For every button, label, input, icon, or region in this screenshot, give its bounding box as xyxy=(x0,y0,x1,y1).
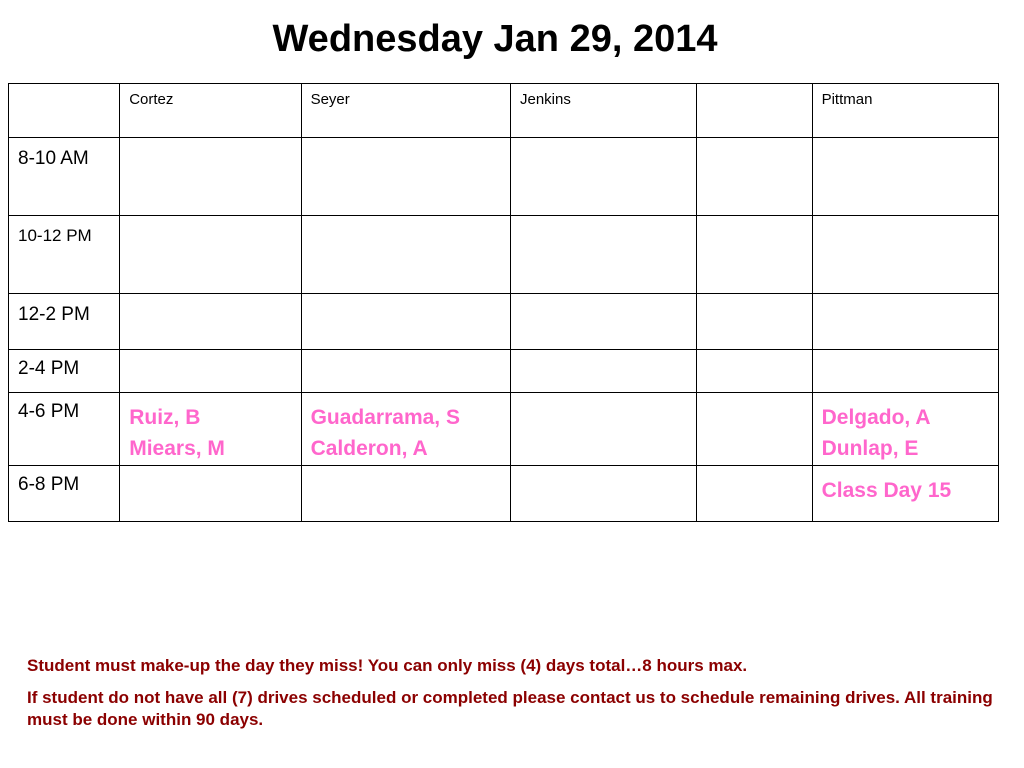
table-row xyxy=(9,294,999,350)
notes-section xyxy=(27,655,997,741)
header-cell-jenkins xyxy=(511,84,697,138)
instructor-name: Jenkins xyxy=(520,91,571,108)
time-slot-cell: 2-4 PM xyxy=(9,350,120,393)
schedule-cell xyxy=(120,138,301,216)
table-row xyxy=(9,350,999,393)
schedule-cell xyxy=(301,350,510,393)
schedule-cell xyxy=(697,294,812,350)
table-row xyxy=(9,393,999,466)
student-name: Ruiz, B xyxy=(129,406,201,429)
table-row xyxy=(9,216,999,294)
schedule-cell xyxy=(812,138,998,216)
student-entry xyxy=(302,393,510,464)
student-entry xyxy=(120,393,300,464)
schedule-cell xyxy=(812,350,998,393)
instructor-name: Cortez xyxy=(129,91,174,108)
schedule-cell xyxy=(120,466,301,522)
student-entry xyxy=(813,393,998,464)
student-name: Dunlap, E xyxy=(821,437,919,460)
header-cell-blank xyxy=(697,84,812,138)
schedule-cell xyxy=(812,393,998,466)
schedule-cell xyxy=(812,294,998,350)
schedule-cell xyxy=(120,216,301,294)
page-title: Wednesday Jan 29, 2014 xyxy=(272,18,718,60)
makeup-note: Student must make-up the day they miss! You can only miss (4) days total…8 hours max. xyxy=(27,656,748,675)
schedule-cell xyxy=(697,350,812,393)
student-name: Delgado, A xyxy=(821,406,931,429)
schedule-cell xyxy=(697,466,812,522)
schedule-cell xyxy=(301,138,510,216)
schedule-cell xyxy=(511,393,697,466)
schedule-cell xyxy=(511,466,697,522)
student-name: Guadarrama, S xyxy=(310,406,460,429)
header-cell-pittman xyxy=(812,84,998,138)
class-day-entry: Class Day 15 xyxy=(821,479,952,502)
drives-note: If student do not have all (7) drives scheduled or completed please contact us to schedule remaining drives. All training must be done within 90 days. xyxy=(27,688,993,729)
student-name: Miears, M xyxy=(129,437,225,460)
schedule-cell xyxy=(511,350,697,393)
time-slot-cell: 12-2 PM xyxy=(9,294,120,350)
schedule-cell xyxy=(301,393,510,466)
schedule-cell xyxy=(120,393,301,466)
header-cell-seyer xyxy=(301,84,510,138)
schedule-cell xyxy=(697,393,812,466)
schedule-table xyxy=(8,83,999,522)
schedule-cell xyxy=(301,216,510,294)
table-row xyxy=(9,138,999,216)
schedule-cell xyxy=(511,216,697,294)
schedule-cell xyxy=(301,294,510,350)
schedule-cell xyxy=(812,216,998,294)
schedule-cell xyxy=(812,466,998,522)
time-slot-cell: 4-6 PM xyxy=(9,393,120,466)
student-name: Calderon, A xyxy=(310,437,428,460)
time-slot-cell: 8-10 AM xyxy=(9,138,120,216)
header-cell-cortez xyxy=(120,84,301,138)
instructor-name: Pittman xyxy=(821,91,873,108)
schedule-cell xyxy=(511,138,697,216)
time-slot-cell: 10-12 PM xyxy=(9,216,120,294)
instructor-name: Seyer xyxy=(310,91,350,108)
schedule-cell xyxy=(301,466,510,522)
table-row xyxy=(9,466,999,522)
schedule-cell xyxy=(511,294,697,350)
schedule-cell xyxy=(697,138,812,216)
schedule-cell xyxy=(120,294,301,350)
schedule-cell xyxy=(697,216,812,294)
header-cell-corner xyxy=(9,84,120,138)
header-row xyxy=(9,84,999,138)
schedule-cell xyxy=(120,350,301,393)
time-slot-cell: 6-8 PM xyxy=(9,466,120,522)
